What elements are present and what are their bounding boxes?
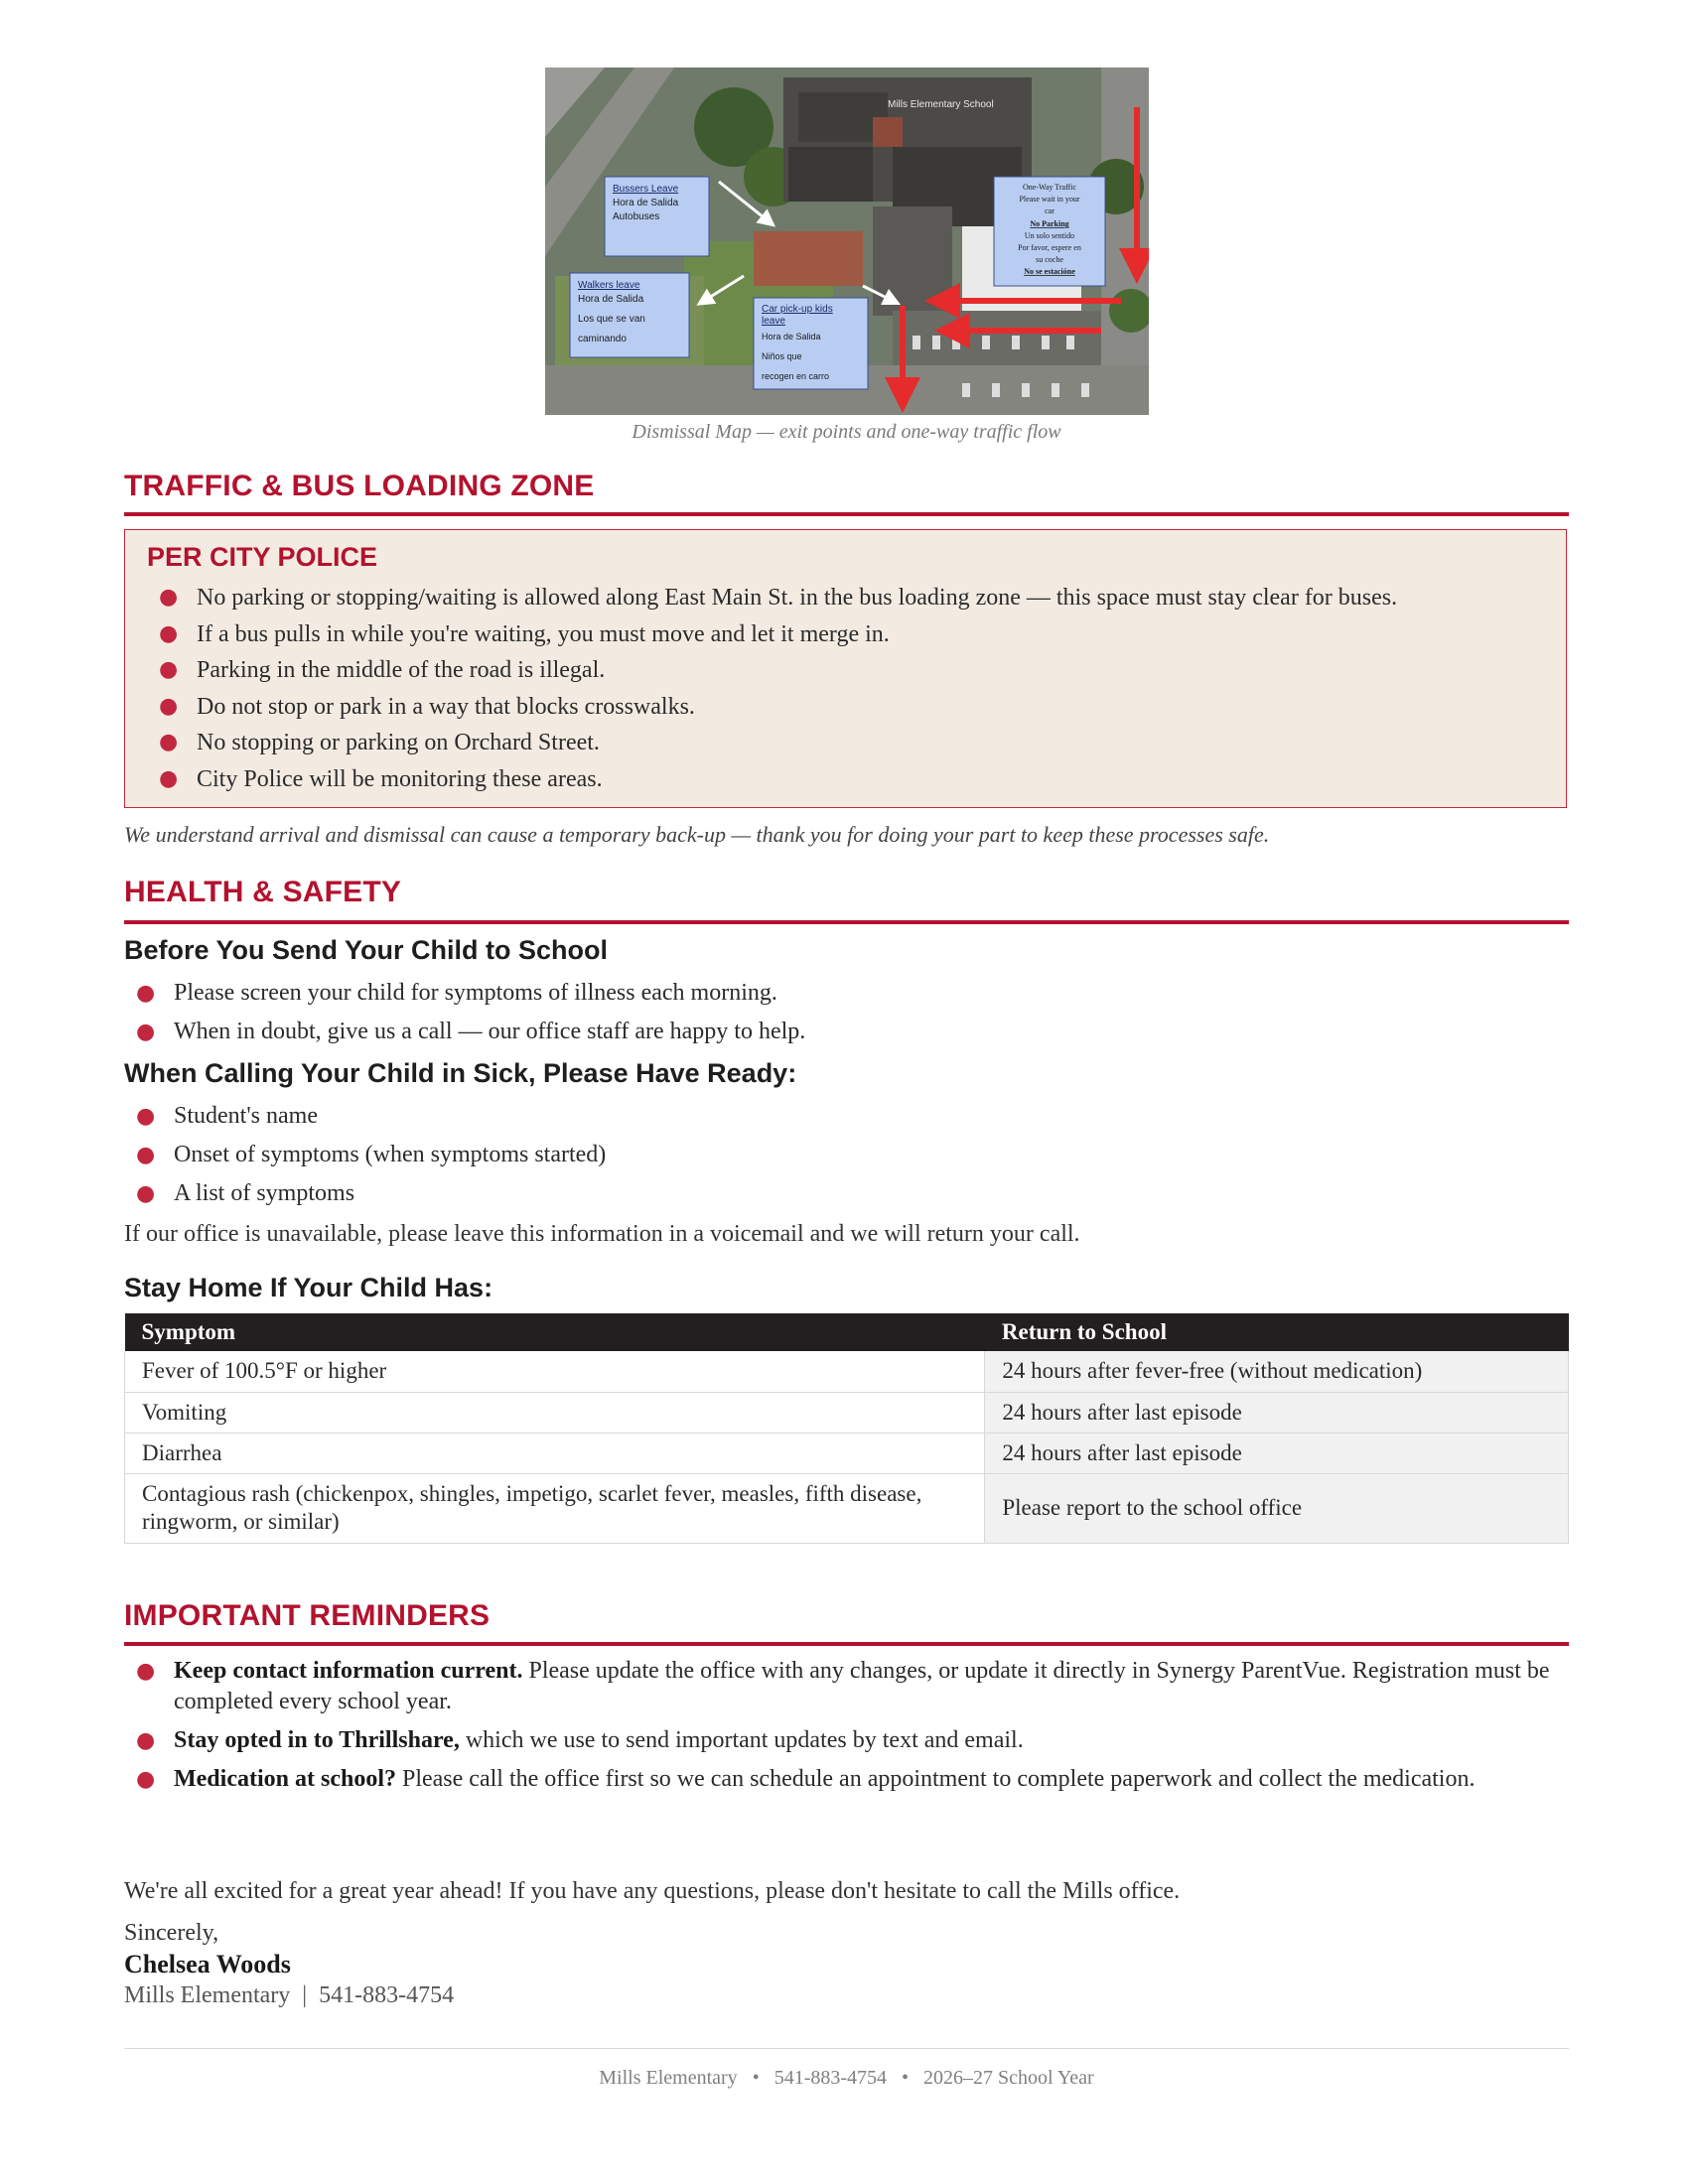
- list-item: ● If a bus pulls in while you're waiting, you must move and let it merge in.: [147, 616, 1397, 653]
- closing-sincerely: Sincerely,: [124, 1920, 219, 1946]
- bullet-icon: ●: [159, 693, 179, 719]
- list-item: ● Student's name: [124, 1097, 606, 1136]
- symptom-cell: Diarrhea: [125, 1433, 985, 1473]
- bullet-icon: ●: [159, 765, 179, 791]
- before-school-list: [124, 974, 805, 1051]
- symptom-cell: Vomiting: [125, 1392, 985, 1433]
- stay-home-title: Stay Home If Your Child Has:: [124, 1273, 493, 1302]
- separator: |: [296, 1982, 314, 2008]
- table-row: [125, 1351, 1569, 1392]
- reminders-list: [124, 1656, 1569, 1803]
- list-item: ● City Police will be monitoring these areas.: [147, 761, 1397, 798]
- bullet-icon: ●: [136, 1767, 156, 1792]
- return-cell: 24 hours after fever-free (without medication): [985, 1351, 1569, 1392]
- svg-text:Niños que: Niños que: [762, 351, 802, 361]
- svg-text:Por favor, espere en: Por favor, espere en: [1018, 243, 1081, 252]
- column-header-symptom: Symptom: [125, 1313, 985, 1351]
- map-caption: Dismissal Map — exit points and one-way traffic flow: [632, 421, 1061, 443]
- symptom-cell: Contagious rash (chickenpox, shingles, impetigo, scarlet fever, measles, fifth disease, ringworm, or similar): [125, 1473, 985, 1543]
- separator: •: [742, 2067, 770, 2089]
- bullet-icon: ●: [159, 620, 179, 646]
- svg-text:Hora de Salida: Hora de Salida: [762, 332, 821, 341]
- svg-text:Un solo sentido: Un solo sentido: [1024, 231, 1075, 240]
- svg-text:One-Way Traffic: One-Way Traffic: [1022, 183, 1077, 192]
- svg-text:Car pick-up kids: Car pick-up kids: [762, 304, 833, 315]
- list-item: ● Medication at school? Please call the office first so we can schedule an appointment to complete paperwork and collect the medication.: [124, 1764, 1569, 1795]
- bullet-icon: ●: [136, 1143, 156, 1167]
- svg-text:car: car: [1045, 206, 1055, 215]
- list-item: ● No parking or stopping/waiting is allowed along East Main St. in the bus loading zone — this space must stay clear for buses.: [147, 580, 1397, 616]
- list-item: ● Do not stop or park in a way that blocks crosswalks.: [147, 689, 1397, 726]
- list-item: ● Onset of symptoms (when symptoms started): [124, 1136, 606, 1174]
- svg-text:Autobuses: Autobuses: [613, 211, 660, 222]
- svg-text:recogen en carro: recogen en carro: [762, 371, 830, 381]
- symptom-cell: Fever of 100.5°F or higher: [125, 1351, 985, 1392]
- signer-phone: 541-883-4754: [319, 1982, 455, 2008]
- closing-message: We're all excited for a great year ahead! If you have any questions, please don't hesitate to call the Mills office.: [124, 1878, 1181, 1904]
- bullet-icon: ●: [159, 657, 179, 682]
- city-police-box: [124, 529, 1567, 808]
- svg-text:Hora de Salida: Hora de Salida: [578, 294, 644, 305]
- svg-text:Please wait in your: Please wait in your: [1019, 195, 1080, 204]
- svg-text:No se estacióne: No se estacióne: [1024, 267, 1075, 276]
- return-cell: 24 hours after last episode: [985, 1433, 1569, 1473]
- table-row: [125, 1392, 1569, 1433]
- calling-sick-title: When Calling Your Child in Sick, Please Have Ready:: [124, 1058, 797, 1088]
- separator: •: [892, 2067, 919, 2089]
- health-heading: HEALTH & SAFETY: [124, 876, 402, 908]
- walkers-label: [570, 273, 689, 357]
- list-item: ● Keep contact information current. Please update the office with any changes, or update it directly in Synergy ParentVue. Registration must be completed every school year.: [136, 1658, 1550, 1714]
- svg-text:caminando: caminando: [578, 334, 627, 344]
- svg-text:su coche: su coche: [1036, 255, 1063, 264]
- symptom-table: [124, 1313, 1569, 1544]
- traffic-thanks-note: We understand arrival and dismissal can cause a temporary back-up — thank you for doing your part to keep these processes safe.: [124, 822, 1270, 847]
- page-footer: [124, 2067, 1569, 2090]
- list-item: ● Please screen your child for symptoms of illness each morning.: [124, 974, 805, 1013]
- list-item: ● Stay opted in to Thrillshare, which we use to send important updates by text and email.: [124, 1725, 1569, 1756]
- one-way-traffic-label: [994, 177, 1105, 286]
- column-header-return: Return to School: [985, 1313, 1569, 1351]
- footer-rule: [124, 2048, 1569, 2049]
- dismissal-map: [545, 68, 1149, 415]
- bullet-icon: ●: [136, 1659, 156, 1684]
- bullet-icon: ●: [136, 1728, 156, 1753]
- voicemail-note: If our office is unavailable, please leave this information in a voicemail and we will return your call.: [124, 1221, 1080, 1247]
- city-police-list: [147, 580, 1397, 797]
- return-cell: Please report to the school office: [985, 1473, 1569, 1543]
- signer-info: [124, 1982, 454, 2009]
- traffic-rule: [124, 512, 1569, 516]
- bullet-icon: ●: [136, 1181, 156, 1206]
- svg-text:No Parking: No Parking: [1030, 219, 1069, 228]
- list-item: ● A list of symptoms: [124, 1174, 606, 1213]
- bussers-label: [605, 177, 709, 256]
- svg-text:Hora de Salida: Hora de Salida: [613, 198, 679, 208]
- bullet-icon: ●: [159, 585, 179, 610]
- reminders-heading: IMPORTANT REMINDERS: [124, 1599, 491, 1632]
- reminders-rule: [124, 1642, 1569, 1646]
- footer-year: 2026–27 School Year: [923, 2067, 1094, 2089]
- traffic-heading: TRAFFIC & BUS LOADING ZONE: [124, 470, 595, 502]
- list-item: ● Parking in the middle of the road is illegal.: [147, 652, 1397, 689]
- table-row: [125, 1433, 1569, 1473]
- before-school-title: Before You Send Your Child to School: [124, 935, 609, 965]
- table-header-row: [125, 1313, 1569, 1351]
- list-item: ● No stopping or parking on Orchard Street.: [147, 725, 1397, 761]
- signer-school: Mills Elementary: [124, 1982, 291, 2008]
- city-police-title: PER CITY POLICE: [147, 542, 378, 572]
- return-cell: 24 hours after last episode: [985, 1392, 1569, 1433]
- bullet-icon: ●: [136, 1020, 156, 1044]
- bullet-icon: ●: [159, 730, 179, 754]
- svg-text:leave: leave: [762, 316, 785, 327]
- health-rule: [124, 920, 1569, 924]
- svg-text:Walkers leave: Walkers leave: [578, 280, 640, 291]
- car-pickup-label: [754, 298, 868, 389]
- signer-name: Chelsea Woods: [124, 1950, 291, 1979]
- map-school-label: Mills Elementary School: [888, 99, 994, 110]
- bullet-icon: ●: [136, 981, 156, 1006]
- footer-school: Mills Elementary: [599, 2067, 738, 2089]
- calling-sick-list: [124, 1097, 606, 1213]
- bullet-icon: ●: [136, 1104, 156, 1129]
- svg-text:Los que se van: Los que se van: [578, 314, 645, 325]
- footer-phone: 541-883-4754: [774, 2067, 888, 2089]
- table-row: [125, 1473, 1569, 1543]
- list-item: ● When in doubt, give us a call — our office staff are happy to help.: [124, 1013, 805, 1051]
- svg-text:Bussers Leave: Bussers Leave: [613, 184, 679, 195]
